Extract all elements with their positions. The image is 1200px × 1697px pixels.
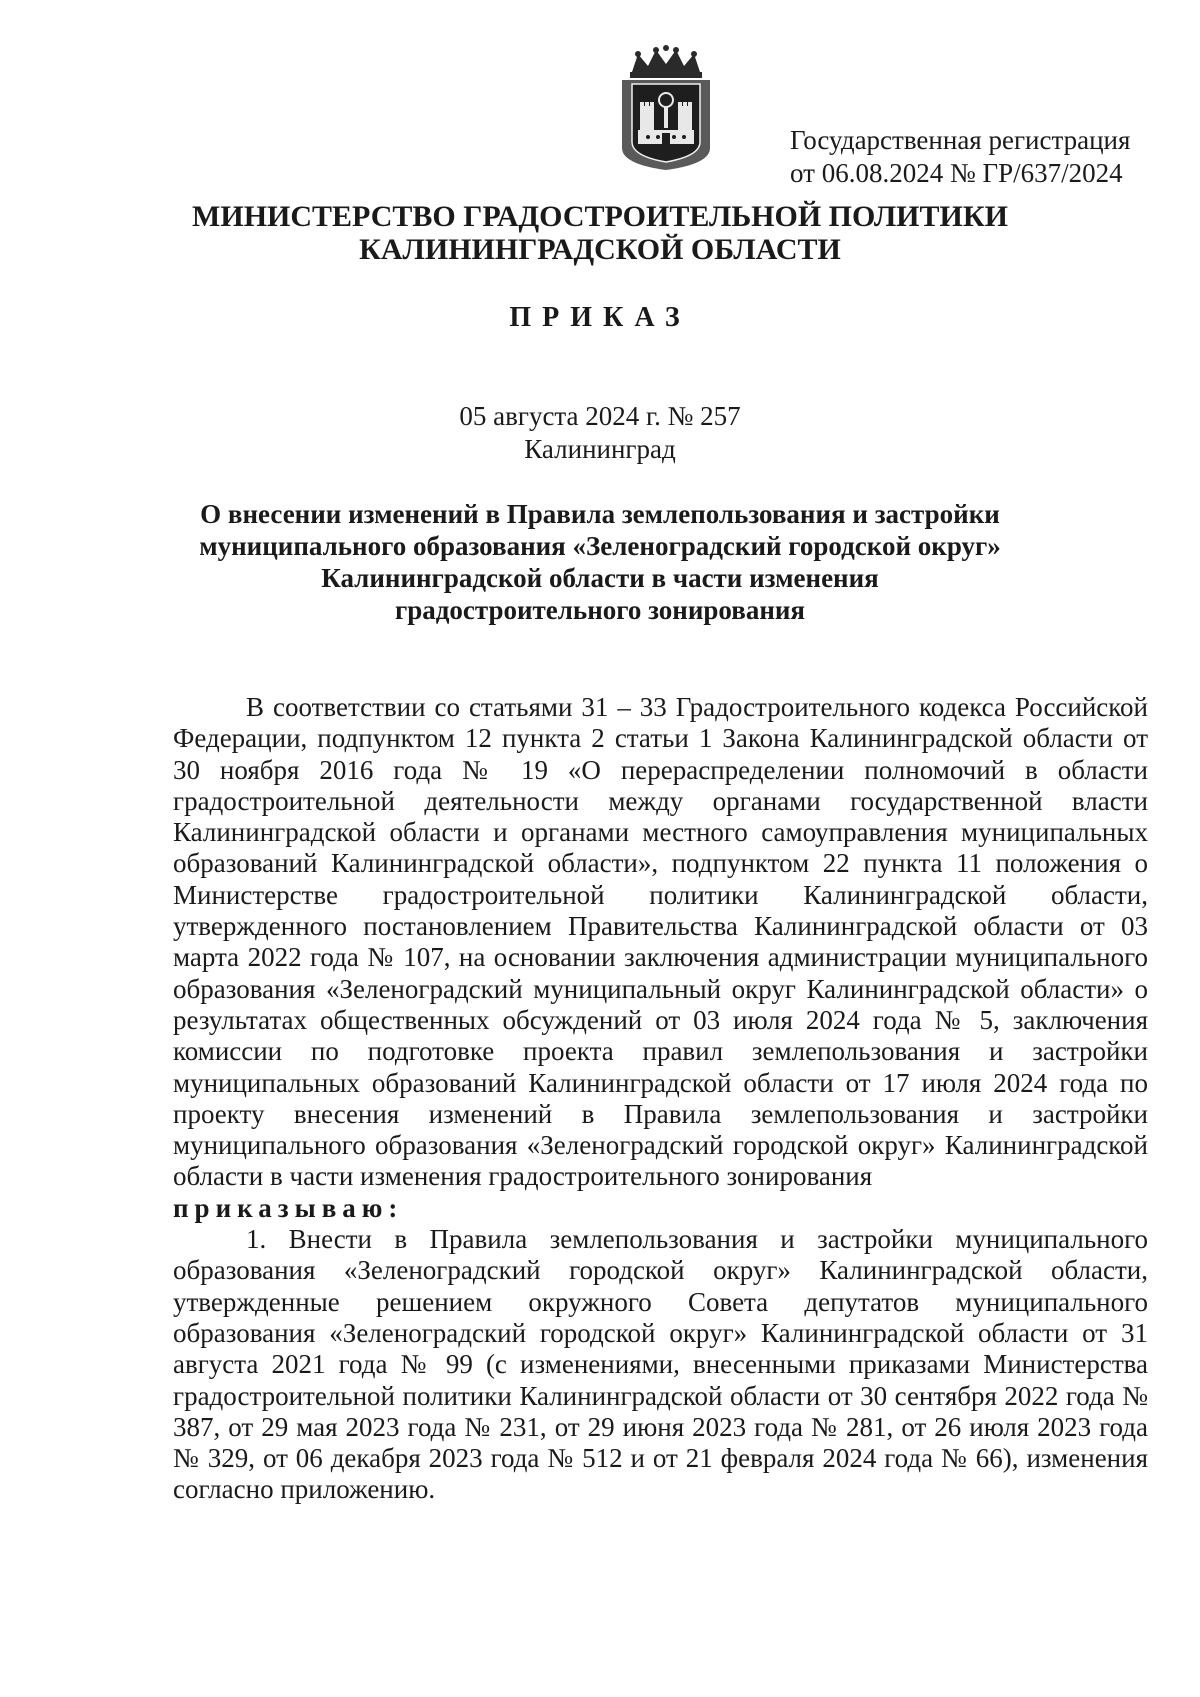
document-body	[173, 692, 1148, 1506]
registration-label: Государственная регистрация	[790, 125, 1131, 155]
order-date-number: 05 августа 2024 г. № 257	[459, 401, 741, 431]
order-word: приказываю:	[173, 1192, 404, 1223]
order-city: Калининград	[524, 434, 676, 464]
kaliningrad-coat-of-arms-icon	[618, 44, 714, 172]
document-type: ПРИКАЗ	[509, 302, 691, 333]
date-block	[0, 400, 1200, 466]
document-title	[0, 498, 1200, 626]
ministry-name	[0, 200, 1200, 266]
preamble-paragraph: В соответствии со статьями 31 – 33 Градостроительного кодекса Российской Федерации, подпунктом 12 пункта 2 статьи 1 Закона Калининградской области от 30 ноября 2016 года № 19 «О перераспределении полномочий в области градостроительной деятельности между органами государственной власти Калининградской области и органами местного самоуправления муниципальных образований Калининградской области», подпунктом 22 пункта 11 положения о Министерстве градостроительной политики Калининградской области, утвержденного постановлением Правительства Калининградской области от 03 марта 2022 года № 107, на основании заключения администрации муниципального образования «Зеленоградский муниципальный округ Калининградской области» о результатах общественных обсуждений от 03 июля 2024 года № 5, заключения комиссии по подготовке проекта правил землепользования и застройки муниципальных образований Калининградской области от 17 июля 2024 года по проекту внесения изменений в Правила землепользования и застройки муниципального образования «Зеленоградский городской округ» Калининградской области в части изменения градостроительного зонирования	[173, 692, 1148, 1192]
registration-stamp	[790, 124, 1170, 190]
ministry-name-line-2: КАЛИНИНГРАДСКОЙ ОБЛАСТИ	[359, 233, 841, 266]
document-title-line-4: градостроительного зонирования	[394, 595, 806, 625]
document-title-line-3: Калининградской области в части изменения	[321, 563, 879, 593]
document-title-line-2: муниципального образования «Зеленоградский городской округ»	[199, 531, 1001, 561]
ministry-name-line-1: МИНИСТЕРСТВО ГРАДОСТРОИТЕЛЬНОЙ ПОЛИТИКИ	[192, 200, 1008, 233]
document-title-line-1: О внесении изменений в Правила землепользования и застройки	[200, 499, 1000, 529]
registration-number: от 06.08.2024 № ГР/637/2024	[790, 158, 1123, 188]
order-item-1: 1. Внести в Правила землепользования и застройки муниципального образования «Зеленоградский городской округ» Калининградской области, утвержденные решением окружного Совета депутатов муниципального образования «Зеленоградский городской округ» Калининградской области от 31 августа 2021 года № 99 (с изменениями, внесенными приказами Министерства градостроительной политики Калининградской области от 30 сентября 2022 года № 387, от 29 мая 2023 года № 231, от 29 июня 2023 года № 281, от 26 июля 2023 года № 329, от 06 декабря 2023 года № 512 и от 21 февраля 2024 года № 66), изменения согласно приложению.	[173, 1224, 1148, 1505]
